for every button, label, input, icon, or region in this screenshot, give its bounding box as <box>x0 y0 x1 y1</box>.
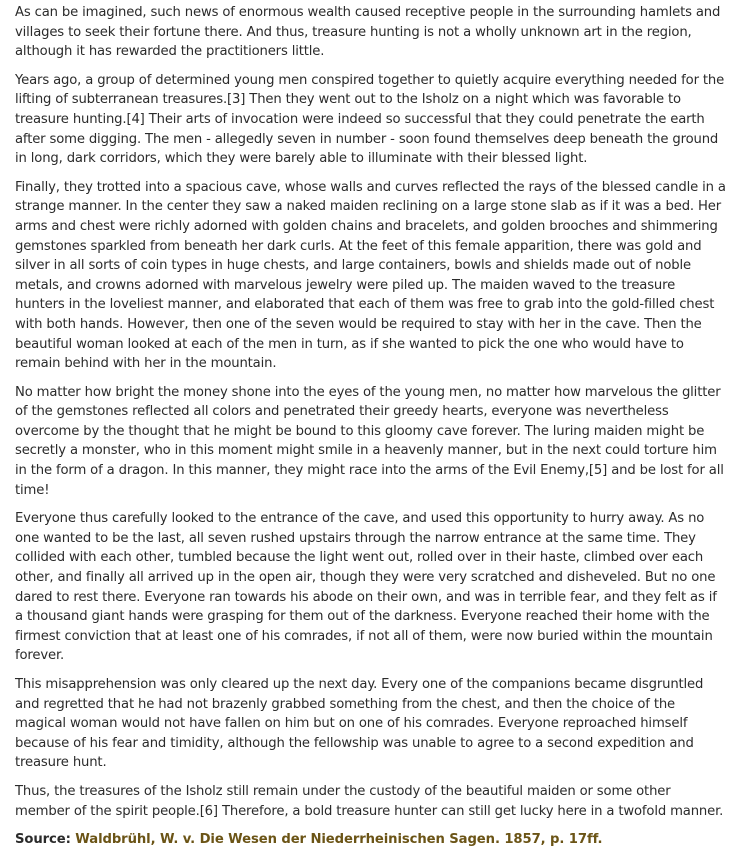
paragraph-6: This misapprehension was only cleared up the next day. Every one of the companions became disgruntled and regretted that he had not brazenly grabbed something from the chest, and then the choice of the magical woman would not have fallen on him but on one of his comrades. Everyone reproached himself because of his fear and timidity, although the fellowship was unable to agree to a second expedition and treasure hunt. <box>15 677 704 771</box>
paragraph-2: Years ago, a group of determined young men conspired together to quietly acquire everything needed for the lifting of subterranean treasures.[3] Then they went out to the Isholz on a night which was favorable to treasure hunting.[4] Their arts of invocation were indeed so successful that they could penetrate the earth after some digging. The men - allegedly seven in number - soon found themselves deep beneath the ground in long, dark corridors, which they were barely able to illuminate with their blessed light. <box>15 72 725 167</box>
source-line <box>15 830 727 850</box>
source-label: Source: <box>15 832 71 848</box>
paragraph-4: No matter how bright the money shone into the eyes of the young men, no matter how marvelous the glitter of the gemstones reflected all colors and penetrated their greedy hearts, everyone was nevertheless overcome by the thought that he might be bound to this gloomy cave forever. The luring maiden might be secretly a monster, who in this moment might smile in a heavenly manner, but in the next could torture him in the form of a dragon. In this manner, they might race into the arms of the Evil Enemy,[5] and be lost for all time! <box>15 384 724 498</box>
source-citation-link[interactable]: Waldbrühl, W. v. Die Wesen der Niederrheinischen Sagen. 1857, p. 17ff. <box>75 832 603 848</box>
paragraph-5: Everyone thus carefully looked to the entrance of the cave, and used this opportunity to hurry away. As no one wanted to be the last, all seven rushed upstairs through the narrow entrance at the same time. They collided with each other, tumbled because the light went out, rolled over in their haste, climbed over each other, and finally all arrived up in the open air, though they were very scratched and disheveled. But no one dared to rest there. Everyone ran towards his abode on their own, and was in terrible fear, and they felt as if a thousand giant hands were grasping for them out of the darkness. Everyone reached their home with the firmest conviction that at least one of his comrades, if not all of them, were now buried within the mountain forever. <box>15 511 717 664</box>
paragraph-3: Finally, they trotted into a spacious cave, whose walls and curves reflected the rays of the blessed candle in a strange manner. In the center they saw a naked maiden reclining on a large stone slab as if it was a bed. Her arms and chest were richly adorned with golden chains and bracelets, and golden brooches and shimmering gemstones sparkled from beneath her dark curls. At the feet of this female apparition, there was gold and silver in all sorts of coin types in huge chests, and large containers, bowls and shields made out of noble metals, and crowns adorned with marvelous jewelry were piled up. The maiden waved to the treasure hunters in the loveliest manner, and elaborated that each of them was free to grab into the gold-filled chest with both hands. However, then one of the seven would be required to stay with her in the cave. Then the beautiful woman looked at each of the men in turn, as if she wanted to pick the one who would have to remain behind with her in the mountain. <box>15 179 726 372</box>
paragraph-7: Thus, the treasures of the Isholz still remain under the custody of the beautiful maiden or some other member of the spirit people.[6] Therefore, a bold treasure hunter can still get lucky here in a twofold manner. <box>15 783 724 819</box>
paragraph-1: As can be imagined, such news of enormous wealth caused receptive people in the surrounding hamlets and villages to seek their fortune there. And thus, treasure hunting is not a wholly unknown art in the region, although it has rewarded the practitioners little. <box>15 5 721 60</box>
